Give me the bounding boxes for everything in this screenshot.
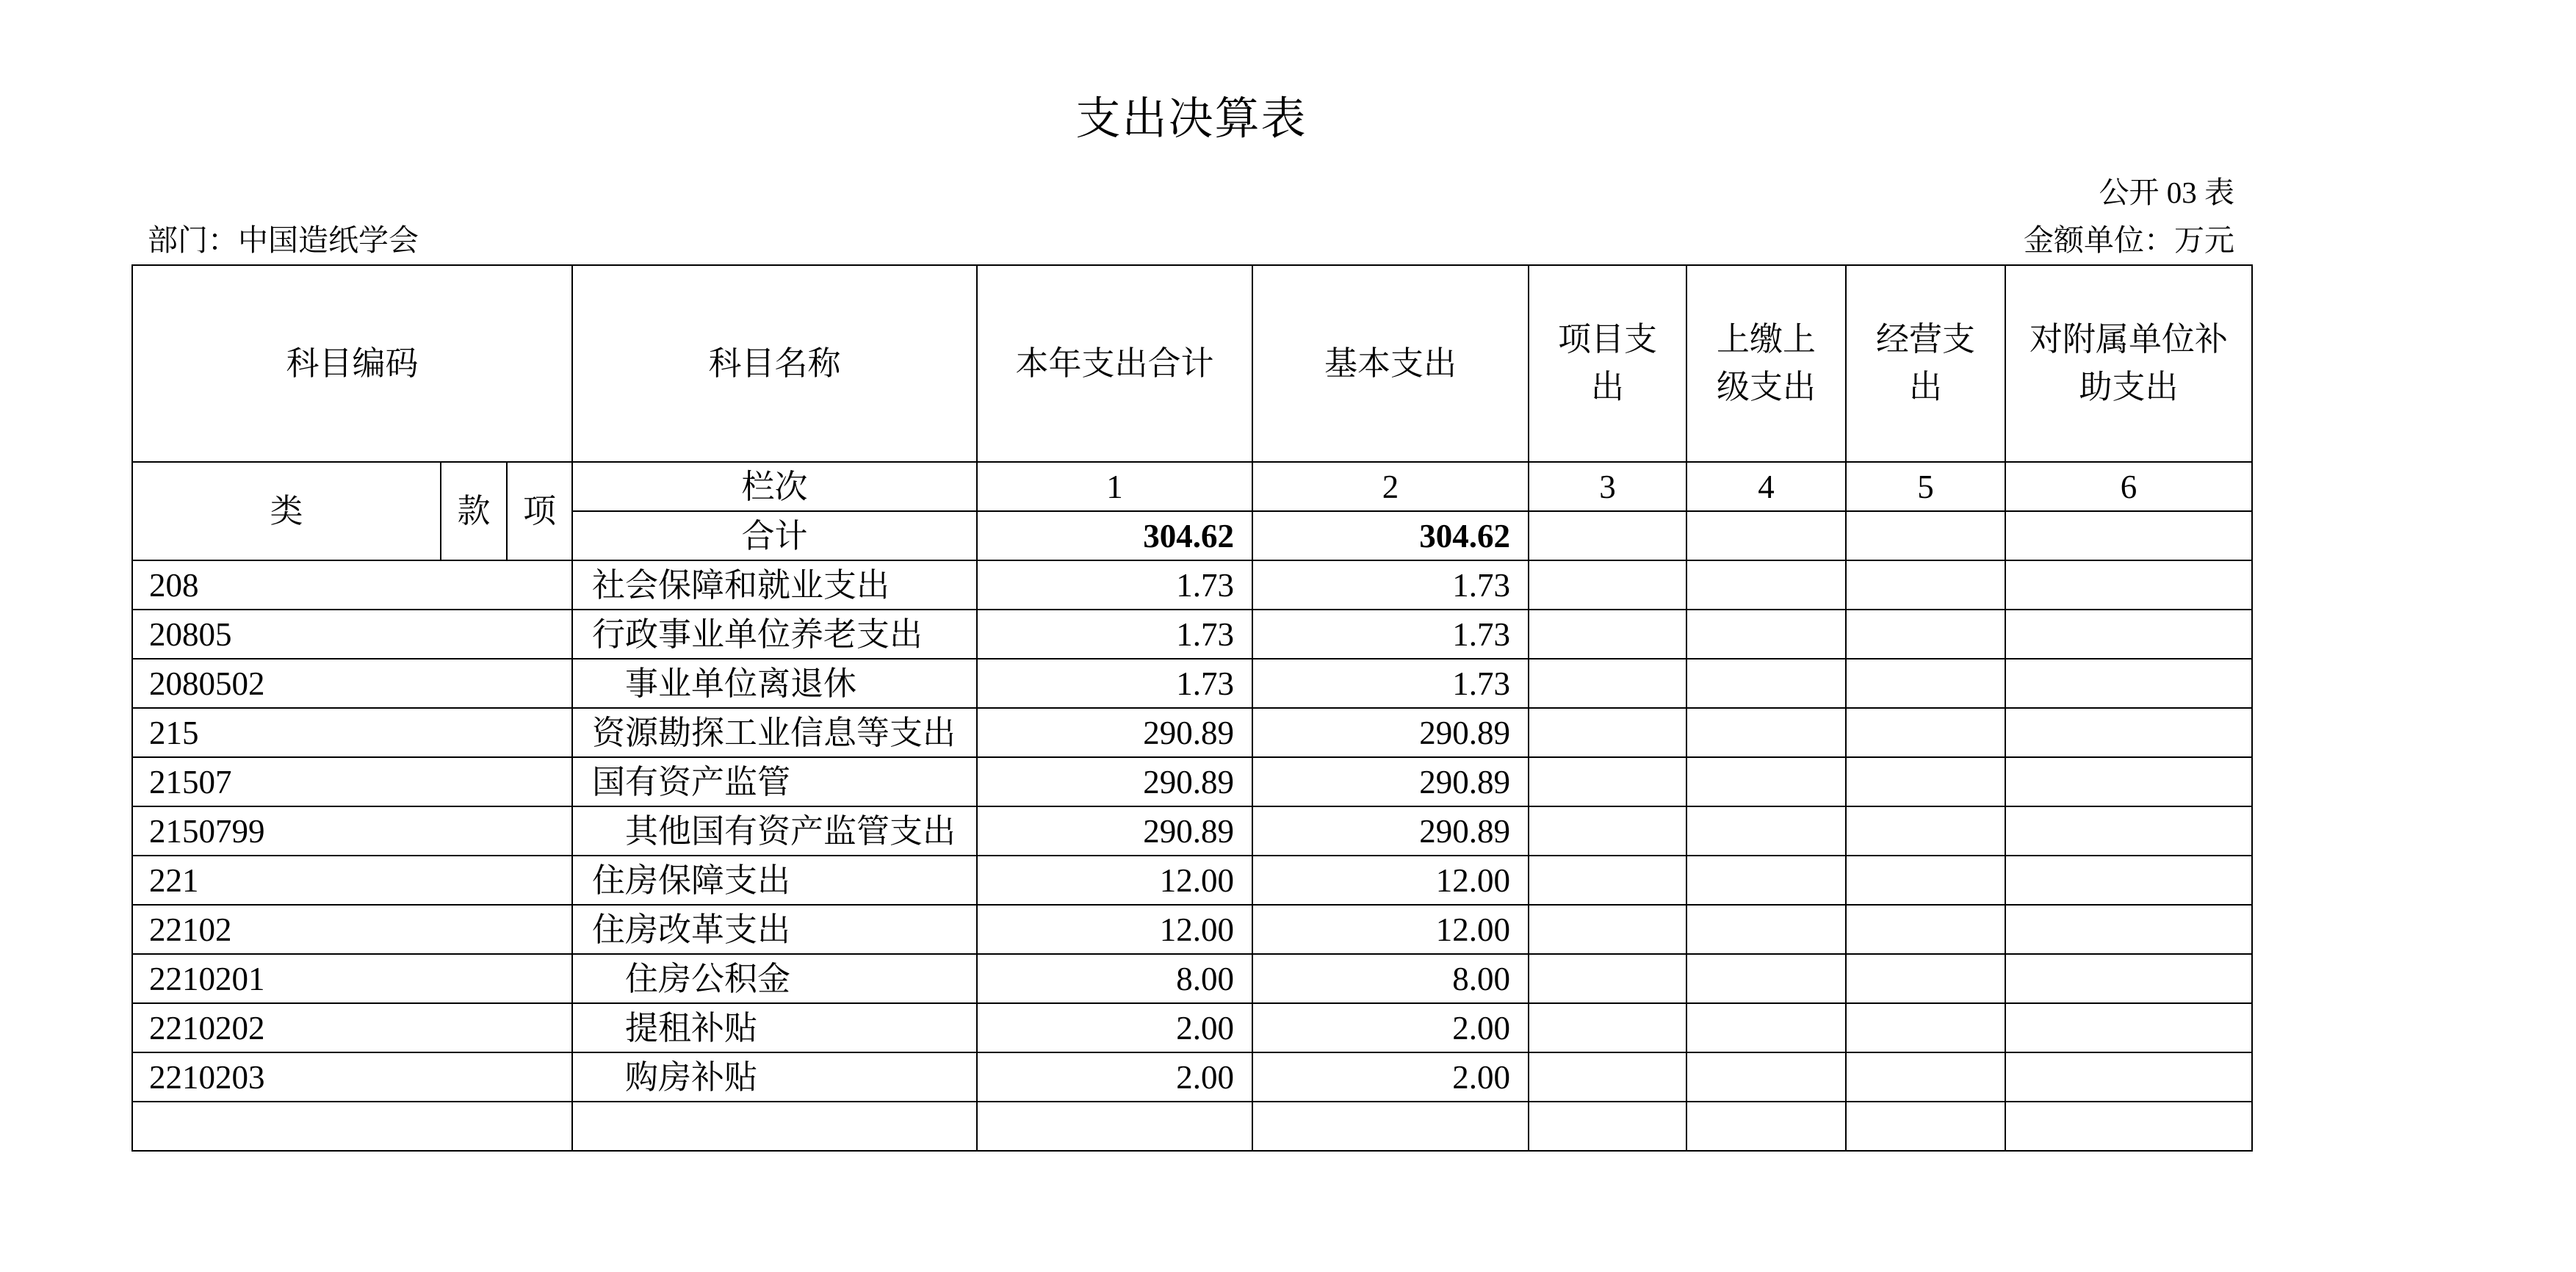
- row-total-expense: 290.89: [977, 806, 1252, 856]
- header-upper-expense: [1686, 265, 1846, 462]
- header-basic-expense: 基本支出: [1252, 265, 1529, 462]
- table-row: [132, 708, 2252, 757]
- row-upper-expense: [1686, 1003, 1846, 1052]
- table-row: [132, 1052, 2252, 1102]
- row-code: 221: [132, 856, 572, 905]
- empty-cell: [1686, 1102, 1846, 1151]
- empty-cell: [1252, 1102, 1529, 1151]
- row-name: 其他国有资产监管支出: [572, 806, 977, 856]
- row-name: 行政事业单位养老支出: [572, 610, 977, 659]
- row-basic-expense: 8.00: [1252, 954, 1529, 1003]
- table-row: [132, 1003, 2252, 1052]
- row-subsidiary-expense: [2005, 905, 2252, 954]
- total-row-label: 合计: [572, 511, 977, 560]
- row-basic-expense: 2.00: [1252, 1052, 1529, 1102]
- header-total-expense: 本年支出合计: [977, 265, 1252, 462]
- table-header: [132, 265, 2252, 560]
- row-total-expense: 12.00: [977, 856, 1252, 905]
- row-project-expense: [1529, 954, 1686, 1003]
- table-row: [132, 560, 2252, 610]
- row-business-expense: [1846, 560, 2005, 610]
- row-total-expense: 1.73: [977, 659, 1252, 708]
- row-code: 2210201: [132, 954, 572, 1003]
- row-total-expense: 2.00: [977, 1003, 1252, 1052]
- table-row: [132, 954, 2252, 1003]
- row-total-expense: 290.89: [977, 757, 1252, 806]
- row-name: 资源勘探工业信息等支出: [572, 708, 977, 757]
- table-row: [132, 806, 2252, 856]
- row-total-expense: 8.00: [977, 954, 1252, 1003]
- row-business-expense: [1846, 708, 2005, 757]
- row-name: 国有资产监管: [572, 757, 977, 806]
- header-code: 科目编码: [132, 265, 572, 462]
- header-project-expense: [1529, 265, 1686, 462]
- row-basic-expense: 290.89: [1252, 757, 1529, 806]
- row-name: 社会保障和就业支出: [572, 560, 977, 610]
- row-basic-expense: 1.73: [1252, 560, 1529, 610]
- header-row: [132, 265, 2252, 462]
- expenditure-table: [131, 264, 2253, 1152]
- row-subsidiary-expense: [2005, 560, 2252, 610]
- row-project-expense: [1529, 659, 1686, 708]
- row-name: 事业单位离退休: [572, 659, 977, 708]
- row-upper-expense: [1686, 905, 1846, 954]
- row-business-expense: [1846, 1003, 2005, 1052]
- header-project-expense-label: 项目支出: [1557, 321, 1657, 405]
- department-label: 部门：中国造纸学会: [148, 223, 419, 257]
- form-number: 公开 03 表: [2099, 176, 2234, 209]
- header-lei: 类: [132, 462, 441, 560]
- table-row: [132, 905, 2252, 954]
- row-subsidiary-expense: [2005, 610, 2252, 659]
- row-code: 2210203: [132, 1052, 572, 1102]
- row-business-expense: [1846, 954, 2005, 1003]
- row-basic-expense: 290.89: [1252, 806, 1529, 856]
- row-name: 住房保障支出: [572, 856, 977, 905]
- row-business-expense: [1846, 806, 2005, 856]
- total-row-project-expense: [1529, 511, 1686, 560]
- row-code: 208: [132, 560, 572, 610]
- total-row-business-expense: [1846, 511, 2005, 560]
- empty-cell: [572, 1102, 977, 1151]
- row-subsidiary-expense: [2005, 708, 2252, 757]
- row-subsidiary-expense: [2005, 954, 2252, 1003]
- row-upper-expense: [1686, 560, 1846, 610]
- row-total-expense: 12.00: [977, 905, 1252, 954]
- row-code: 215: [132, 708, 572, 757]
- total-row-total-expense: 304.62: [977, 511, 1252, 560]
- row-upper-expense: [1686, 856, 1846, 905]
- row-project-expense: [1529, 708, 1686, 757]
- empty-cell: [1529, 1102, 1686, 1151]
- row-project-expense: [1529, 856, 1686, 905]
- row-subsidiary-expense: [2005, 856, 2252, 905]
- row-business-expense: [1846, 1052, 2005, 1102]
- row-subsidiary-expense: [2005, 1052, 2252, 1102]
- column-number: 2: [1252, 462, 1529, 511]
- row-upper-expense: [1686, 659, 1846, 708]
- empty-cell: [1846, 1102, 2005, 1151]
- column-number-row: [132, 462, 2252, 511]
- row-business-expense: [1846, 856, 2005, 905]
- total-row-basic-expense: 304.62: [1252, 511, 1529, 560]
- row-business-expense: [1846, 905, 2005, 954]
- row-basic-expense: 12.00: [1252, 856, 1529, 905]
- row-code: 2150799: [132, 806, 572, 856]
- row-upper-expense: [1686, 1052, 1846, 1102]
- row-total-expense: 290.89: [977, 708, 1252, 757]
- table-body: [132, 560, 2252, 1102]
- table-row: [132, 610, 2252, 659]
- row-code: 2080502: [132, 659, 572, 708]
- row-name: 购房补贴: [572, 1052, 977, 1102]
- row-subsidiary-expense: [2005, 659, 2252, 708]
- row-subsidiary-expense: [2005, 1003, 2252, 1052]
- empty-cell: [2005, 1102, 2252, 1151]
- row-project-expense: [1529, 1052, 1686, 1102]
- table-row: [132, 757, 2252, 806]
- header-xiang: 项: [507, 462, 572, 560]
- row-total-expense: 2.00: [977, 1052, 1252, 1102]
- table-row: [132, 659, 2252, 708]
- row-basic-expense: 290.89: [1252, 708, 1529, 757]
- row-code: 20805: [132, 610, 572, 659]
- row-basic-expense: 1.73: [1252, 659, 1529, 708]
- row-project-expense: [1529, 806, 1686, 856]
- table-row: [132, 856, 2252, 905]
- row-subsidiary-expense: [2005, 757, 2252, 806]
- header-subsidiary-expense: [2005, 265, 2252, 462]
- row-upper-expense: [1686, 708, 1846, 757]
- row-project-expense: [1529, 757, 1686, 806]
- row-code: 2210202: [132, 1003, 572, 1052]
- header-upper-expense-label: 上缴上级支出: [1716, 321, 1816, 405]
- row-business-expense: [1846, 610, 2005, 659]
- row-upper-expense: [1686, 954, 1846, 1003]
- page-title: 支出决算表: [1075, 95, 1307, 144]
- empty-row: [132, 1102, 2252, 1151]
- row-upper-expense: [1686, 757, 1846, 806]
- header-business-expense-label: 经营支出: [1875, 321, 1975, 405]
- empty-cell: [977, 1102, 1252, 1151]
- total-row-subsidiary-expense: [2005, 511, 2252, 560]
- row-upper-expense: [1686, 806, 1846, 856]
- row-project-expense: [1529, 1003, 1686, 1052]
- column-number: 6: [2005, 462, 2252, 511]
- row-code: 22102: [132, 905, 572, 954]
- row-name: 住房公积金: [572, 954, 977, 1003]
- row-subsidiary-expense: [2005, 806, 2252, 856]
- column-number: 5: [1846, 462, 2005, 511]
- row-business-expense: [1846, 757, 2005, 806]
- row-code: 21507: [132, 757, 572, 806]
- column-number: 4: [1686, 462, 1846, 511]
- row-basic-expense: 12.00: [1252, 905, 1529, 954]
- column-number: 1: [977, 462, 1252, 511]
- total-row-upper-expense: [1686, 511, 1846, 560]
- header-subsidiary-expense-label: 对附属单位补助支出: [2029, 321, 2228, 405]
- row-name: 提租补贴: [572, 1003, 977, 1052]
- empty-cell: [132, 1102, 572, 1151]
- row-project-expense: [1529, 905, 1686, 954]
- header-kuan: 款: [441, 462, 507, 560]
- row-basic-expense: 1.73: [1252, 610, 1529, 659]
- row-business-expense: [1846, 659, 2005, 708]
- column-number: 3: [1529, 462, 1686, 511]
- header-name: 科目名称: [572, 265, 977, 462]
- row-basic-expense: 2.00: [1252, 1003, 1529, 1052]
- table-footer: [132, 1102, 2252, 1151]
- amount-unit-label: 金额单位：万元: [2024, 223, 2234, 257]
- header-lanci: 栏次: [572, 462, 977, 511]
- row-total-expense: 1.73: [977, 610, 1252, 659]
- row-upper-expense: [1686, 610, 1846, 659]
- header-business-expense: [1846, 265, 2005, 462]
- row-project-expense: [1529, 610, 1686, 659]
- row-project-expense: [1529, 560, 1686, 610]
- row-name: 住房改革支出: [572, 905, 977, 954]
- row-total-expense: 1.73: [977, 560, 1252, 610]
